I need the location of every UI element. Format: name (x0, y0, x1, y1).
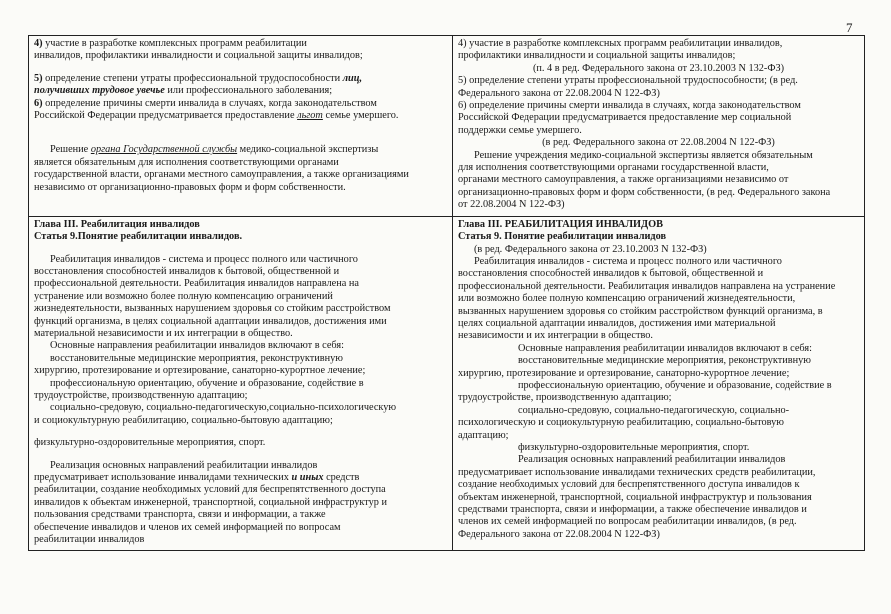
left-decision-line: государственной власти, органами местного самоуправления, а также организациями (34, 169, 409, 181)
right-paragraph-line: психологическую и социокультурную реабилитацию, социально-бытовую (458, 417, 784, 429)
left-cell-articles-4-6 (29, 36, 453, 217)
left-decision-line: независимо от организационно-правовых форм и форм собственности. (34, 181, 346, 193)
left-paragraph-line: предусматривает использование инвалидами технических и иных средств (34, 472, 360, 483)
right-amendment-note: (в ред. Федерального закона от 23.10.2003 N 132-ФЗ) (474, 243, 707, 255)
spacer (34, 427, 447, 437)
left-cell-article-9 (29, 216, 453, 551)
left-paragraph-line: физкультурно-оздоровительные мероприятия, спорт. (34, 437, 266, 449)
right-paragraph-line: хирургию, протезирование и ортезирование, санаторно-курортное лечение; (458, 367, 790, 379)
right-paragraph-line: вызванных нарушением здоровья со стойким расстройством функций организма, в (458, 305, 823, 317)
right-paragraph-line: восстановительные медицинские мероприятия, реконструктивную (518, 355, 811, 367)
right-paragraph-line: восстановления способностей инвалидов к бытовой, общественной и (458, 268, 764, 280)
right-paragraph-line: целях социальной адаптации инвалидов, достижения ими материальной (458, 317, 776, 329)
right-amendment-note: (п. 4 в ред. Федерального закона от 23.10.2003 N 132-ФЗ) (532, 62, 785, 74)
spacer (34, 450, 447, 460)
table-row (29, 216, 865, 551)
right-item-5: 5) определение степени утраты профессиональной трудоспособности; (в ред. (458, 75, 798, 87)
right-item-4-cont: профилактики инвалидности и социальной защиты инвалидов; (458, 50, 736, 62)
right-chapter-heading: Глава III. РЕАБИЛИТАЦИЯ ИНВАЛИДОВ (458, 218, 663, 230)
left-paragraph-line: материальной независимости и их интеграции в общество. (34, 327, 293, 339)
right-decision-line: от 22.08.2004 N 122-ФЗ) (458, 199, 565, 211)
right-paragraph-line: предусматривает использование инвалидами технических средств реабилитации, (458, 466, 816, 478)
left-decision: Решение органа Государственной службы медико-социальной экспертизы (50, 144, 379, 156)
right-paragraph-line: Реабилитация инвалидов - система и процесс полного или частичного (474, 255, 782, 267)
left-paragraph-line: устранение или возможно более полную компенсацию ограничений (34, 290, 333, 302)
left-paragraph-line: инвалидов к объектам инженерной, транспортной, социальной инфраструктур и (34, 496, 388, 508)
right-paragraph-line: Федерального закона от 22.08.2004 N 122-ФЗ) (458, 528, 660, 540)
right-item-6-cont: Российской Федерации предусматривается предоставление мер социальной (458, 112, 792, 124)
left-item-5: 5) определение степени утраты профессиональной трудоспособности лиц, (34, 72, 363, 84)
page-number: 7 (846, 20, 853, 35)
right-item-6: 6) определение причины смерти инвалида в случаях, когда законодательством (458, 100, 801, 112)
right-amendment-note: (в ред. Федерального закона от 22.08.2004 N 122-ФЗ) (542, 137, 775, 149)
left-paragraph-line: жизнедеятельности, вызванных нарушением здоровья со стойким расстройством (34, 303, 391, 315)
right-paragraph-line: трудоустройстве, производственную адаптацию; (458, 392, 672, 404)
left-paragraph-line: Реализация основных направлений реабилитации инвалидов (50, 459, 318, 471)
right-cell-article-9 (453, 216, 865, 551)
left-paragraph-line: профессиональную ориентацию, обучение и образование, содействие в (50, 377, 364, 389)
left-paragraph-line: функций организма, в целях социальной адаптации инвалидов, достижения ими (34, 315, 387, 327)
right-paragraph-line: профессиональную ориентацию, обучение и образование, содействие в (518, 379, 832, 391)
left-paragraph-line: реабилитации инвалидов (34, 534, 145, 546)
right-item-4: 4) участие в разработке комплексных программ реабилитации инвалидов, (458, 38, 783, 49)
right-paragraph-line: или возможно более полную компенсацию ограничений жизнедеятельности, (458, 293, 796, 305)
right-cell-articles-4-6 (453, 36, 865, 217)
right-paragraph-line: создание необходимых условий для беспрепятственного доступа инвалидов к (458, 479, 800, 491)
right-paragraph-line: Реализация основных направлений реабилитации инвалидов (518, 454, 786, 466)
left-paragraph-line: Основные направления реабилитации инвалидов включают в себя: (50, 340, 344, 352)
right-item-6-cont: поддержки семье умершего. (458, 124, 582, 136)
left-item-5-cont: получивших трудовое увечье или профессионального заболевания; (34, 85, 333, 97)
right-paragraph-line: независимости и их интеграции в общество. (458, 330, 653, 342)
spacer (34, 122, 447, 144)
table-row (29, 36, 865, 217)
left-paragraph-line: трудоустройстве, производственную адаптацию; (34, 389, 248, 401)
right-paragraph-line: членов их семей информацией по вопросам реабилитации инвалидов, (в ред. (458, 516, 797, 528)
left-paragraph-line: восстановления способностей инвалидов к бытовой, общественной и (34, 265, 340, 277)
right-item-5-cont: Федерального закона от 22.08.2004 N 122-ФЗ) (458, 87, 660, 99)
right-paragraph-line: физкультурно-оздоровительные мероприятия, спорт. (518, 442, 750, 453)
comparison-table (28, 35, 865, 551)
left-item-6: 6) определение причины смерти инвалида в случаях, когда законодательством (34, 97, 377, 109)
left-paragraph-line: реабилитации, создание необходимых условий для беспрепятственного доступа (34, 484, 386, 496)
left-item-4: 4) участие в разработке комплексных программ реабилитации (34, 38, 307, 49)
left-paragraph-line: Реабилитация инвалидов - система и процесс полного или частичного (50, 253, 358, 265)
left-paragraph-line: профессиональной деятельности. Реабилитация инвалидов направлена на (34, 278, 359, 290)
right-decision: Решение учреждения медико-социальной экспертизы является обязательным (474, 149, 813, 161)
left-paragraph-line: восстановительные медицинские мероприятия, реконструктивную (50, 352, 343, 364)
left-item-4-cont: инвалидов, профилактики инвалидности и социальной защиты инвалидов; (34, 50, 363, 62)
right-paragraph-line: социально-средовую, социально-педагогическую, социально- (518, 404, 790, 416)
right-decision-line: организационно-правовых форм и форм собственности, (в ред. Федерального закона (458, 186, 831, 198)
left-paragraph-line: обеспечение инвалидов и членов их семей информацией по вопросам (34, 521, 341, 533)
right-article-heading: Статья 9. Понятие реабилитации инвалидов (458, 231, 667, 243)
left-chapter-heading: Глава III. Реабилитация инвалидов (34, 218, 200, 230)
right-decision-line: органами местного самоуправления, а также организациями независимо от (458, 174, 789, 186)
left-article-heading: Статья 9.Понятие реабилитации инвалидов. (34, 231, 243, 243)
left-paragraph-line: социально-средовую, социально-педагогическую,социально-психологическую (50, 402, 397, 414)
left-paragraph-line: и социокультурную реабилитацию, социально-бытовую адаптацию; (34, 414, 333, 426)
spacer (34, 63, 447, 73)
left-paragraph-line: хирургию, протезирование и ортезирование, санаторно-курортное лечение; (34, 365, 366, 377)
right-paragraph-line: средствами транспорта, связи и информации, а также обеспечение инвалидов и (458, 504, 807, 516)
right-paragraph-line: объектам инженерной, транспортной, социальной инфраструктур и пользования (458, 491, 812, 503)
right-paragraph-line: профессиональной деятельности. Реабилитация инвалидов направлена на устранение (458, 280, 836, 292)
right-paragraph-line: адаптацию; (458, 429, 509, 441)
spacer (34, 244, 447, 254)
right-paragraph-line: Основные направления реабилитации инвалидов включают в себя: (518, 342, 812, 354)
right-decision-line: для исполнения соответствующими органами государственной власти, (458, 162, 769, 174)
left-paragraph-line: пользования средствами транспорта, связи и информации, а также (34, 509, 326, 521)
left-item-6-cont: Российской Федерации предусматривается предоставление льгот семье умершего. (34, 110, 399, 122)
left-decision-line: является обязательным для исполнения соответствующими органами (34, 156, 339, 168)
